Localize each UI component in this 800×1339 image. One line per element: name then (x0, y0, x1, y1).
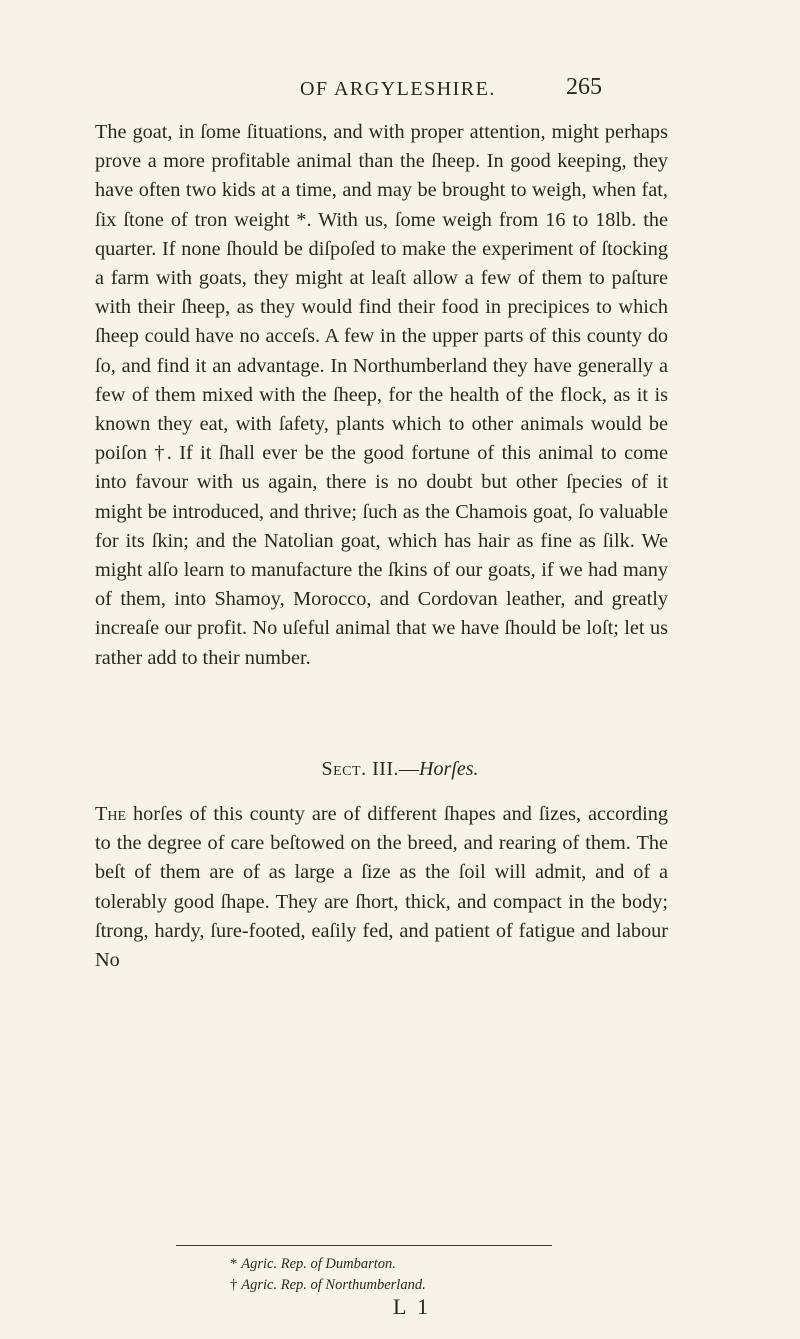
signature-mark: L 1 (393, 1294, 432, 1319)
footnote-rule (176, 1245, 552, 1246)
footnote-text: Agric. Rep. of Dumbarton. (241, 1256, 396, 1272)
footnote-mark: * (230, 1256, 238, 1272)
section-dash: — (399, 758, 420, 780)
footnote (230, 1254, 650, 1275)
paragraph-lead-word: The (95, 803, 127, 825)
footnotes (230, 1254, 650, 1296)
paragraph-horses (95, 800, 668, 975)
footnote (230, 1275, 650, 1296)
running-title: OF ARGYLESHIRE. (300, 78, 496, 100)
paragraph-horses-text: horſes of this county are of different ſhapes and ſizes, according to the degree of care beſtowed on the breed, and rearing of them. The beſt of them are of as large a ſize as the ſoil will admit, and of a tolerably good ſhape. They are ſhort, thick, and compact in the body; ſtrong, hardy, ſure-footed, eaſily fed, and patient of fatigue and labour No (95, 803, 668, 972)
section-label: Sect. III. (321, 758, 400, 780)
section-heading (0, 758, 800, 781)
paragraph-horses-block (95, 800, 668, 975)
paragraph-goats: The goat, in ſome ſituations, and with proper attention, might perhaps prove a more profitable animal than the ſheep. In good keeping, they have often two kids at a time, and may be brought to weigh, when fat, ſix ſtone of tron weight *. With us, ſome weigh from 16 to 18lb. the quarter. If none ſhould be diſpoſed to make the experiment of ſtocking a farm with goats, they might at leaſt allow a few of them to paſture with their ſheep, as they would find their food in precipices to which ſheep could have no acceſs. A few in the upper parts of this county do ſo, and find it an advantage. In Northumberland they have generally a few of them mixed with the ſheep, for the health of the flock, as it is known they eat, with ſafety, plants which to other animals would be poiſon †. If it ſhall ever be the good fortune of this animal to come into favour with us again, there is no doubt but other ſpecies of it might be introduced, and thrive; ſuch as the Chamois goat, ſo valuable for its ſkin; and the Natolian goat, which has hair as fine as ſilk. We might alſo learn to manufacture the ſkins of our goats, if we had many of them, into Shamoy, Morocco, and Cordovan leather, and greatly increaſe our profit. No uſeful animal that we have ſhould be loſt; let us rather add to their number. (95, 121, 668, 669)
footnote-text: Agric. Rep. of Northumberland. (241, 1277, 426, 1293)
section-title: Horſes. (419, 758, 479, 780)
body-text (95, 118, 668, 673)
page-number: 265 (566, 74, 602, 100)
running-head (0, 72, 800, 108)
footnote-mark: † (230, 1277, 238, 1293)
